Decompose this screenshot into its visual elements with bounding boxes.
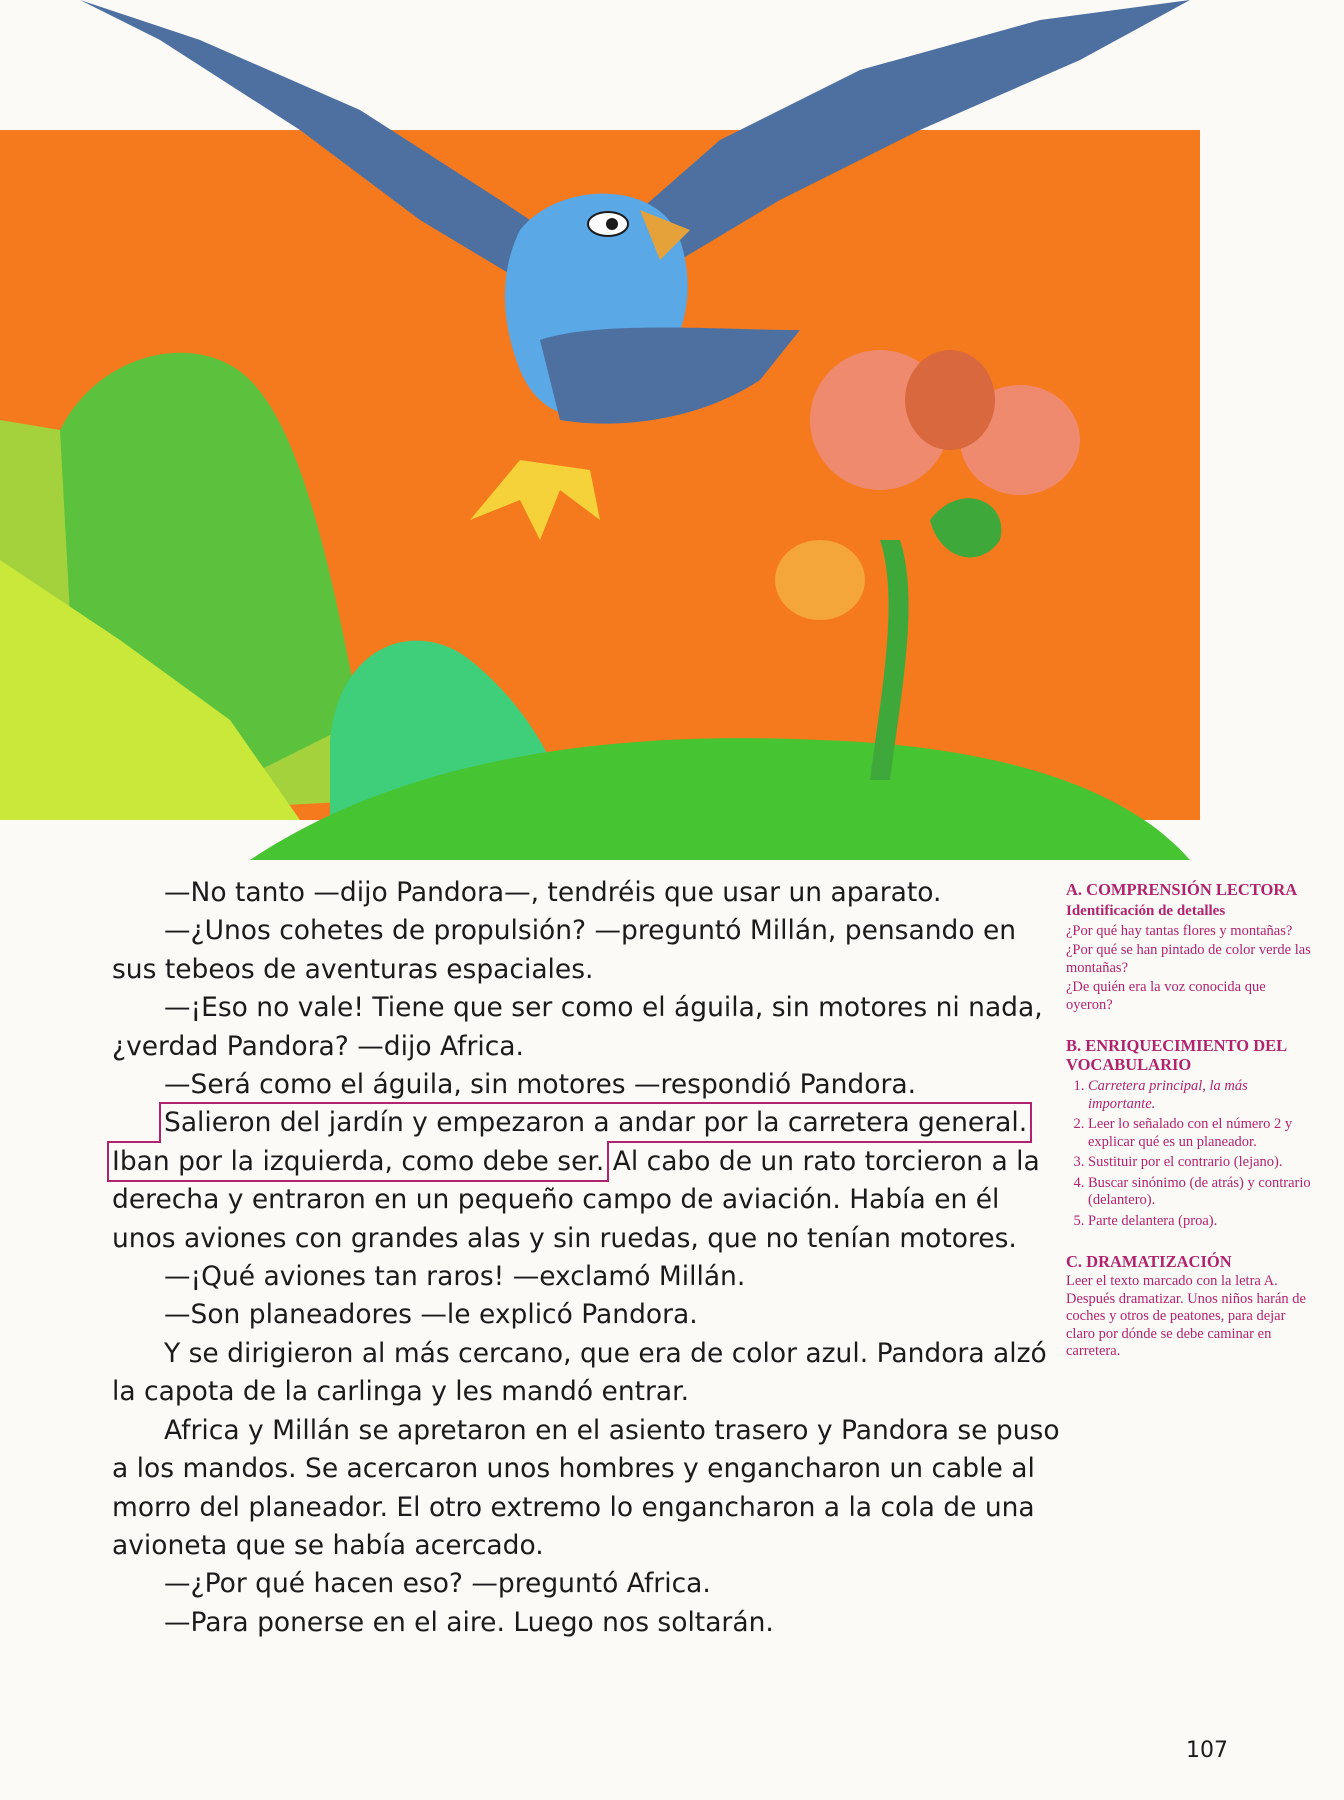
eagle-pupil [606,218,618,230]
paragraph-10: —¿Por qué hacen eso? —preguntó Africa. [164,1568,711,1600]
paragraph-5 [112,1104,1060,1258]
section-b [1066,1036,1312,1230]
vocabulary-list [1066,1078,1312,1230]
yellow-flower [775,540,865,620]
paragraph-5-rest: Al cabo de un rato torcieron a la derecha y entraron en un pequeño campo de aviación. Había en él unos aviones con grandes alas y sin ruedas, que no tenían motores. [112,1145,1040,1254]
vocab-item-4: 4. Buscar sinónimo (de atrás) y contrario (delantero). [1088,1175,1312,1210]
question-1: ¿Por qué hay tantas flores y montañas? [1066,922,1293,939]
section-a [1066,880,1312,1014]
vocab-item-2: 2. Leer lo señalado con el número 2 y explicar qué es un planeador. [1088,1116,1312,1151]
story-text [112,874,1060,1642]
vocab-item-1: 1. Carretera principal, la más importante. [1088,1078,1312,1113]
vocab-item-3: 3. Sustituir por el contrario (lejano). [1088,1154,1312,1172]
paragraph-1: —No tanto —dijo Pandora—, tendréis que usar un aparato. [164,877,942,908]
paragraph-3: —¡Eso no vale! Tiene que ser como el águila, sin motores ni nada, ¿verdad Pandora? —dijo Africa. [112,992,1043,1062]
vocab-item-5: 5. Parte delantera (proa). [1088,1213,1312,1231]
section-c-title: C. DRAMATIZACIÓN [1066,1252,1232,1271]
section-a-subtitle: Identificación de detalles [1066,903,1226,919]
eagle-illustration [0,0,1344,860]
paragraph-8: Y se dirigieron al más cercano, que era de color azul. Pandora alzó la capota de la carlinga y les mandó entrar. [112,1337,1047,1408]
section-a-title: A. COMPRENSIÓN LECTORA [1066,880,1298,899]
orange-bud [905,350,995,450]
section-c [1066,1252,1312,1361]
paragraph-11: —Para ponerse en el aire. Luego nos soltarán. [164,1606,774,1638]
section-b-title: B. ENRIQUECIMIENTO DEL VOCABULARIO [1066,1036,1287,1074]
paragraph-9: Africa y Millán se apretaron en el asiento trasero y Pandora se puso a los mandos. Se acercaron unos hombres y engancharon un cable al morro del planeador. El otro extremo lo engancharon a la cola de una avioneta que se había acercado. [112,1414,1060,1561]
paragraph-6: —¡Qué aviones tan raros! —exclamó Millán. [164,1261,746,1293]
question-3: ¿De quién era la voz conocida que oyeron? [1066,979,1266,1013]
paragraph-7: —Son planeadores —le explicó Pandora. [164,1299,698,1331]
activity-sidebar [1066,880,1312,1383]
page-number: 107 [1186,1738,1228,1763]
paragraph-4: —Será como el águila, sin motores —respondió Pandora. [164,1069,917,1101]
question-2: ¿Por qué se han pintado de color verde las montañas? [1066,942,1311,976]
paragraph-2: —¿Unos cohetes de propulsión? —preguntó Millán, pensando en sus tebeos de aventuras espaciales. [112,915,1017,985]
marked-text-a: Salieron del jardín y empezaron a andar por la carretera general. Iban por la izquierda, como debe ser. [112,1107,1028,1177]
section-c-text: Leer el texto marcado con la letra A. Después dramatizar. Unos niños harán de coches y otros de peatones, para dejar claro por dónde se debe caminar en carretera. [1066,1273,1306,1359]
